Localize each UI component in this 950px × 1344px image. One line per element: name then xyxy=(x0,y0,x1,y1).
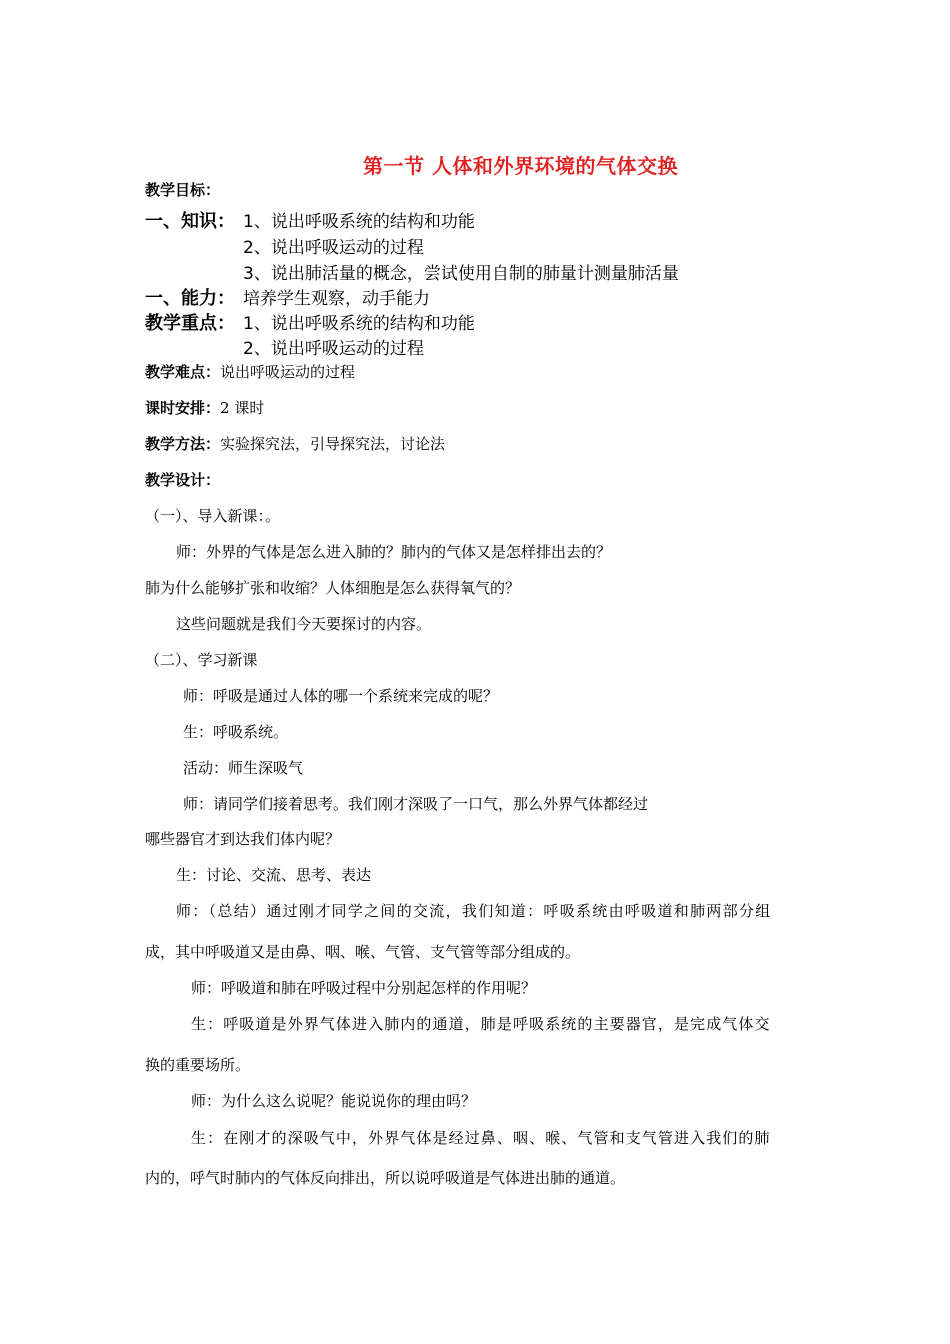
schedule-line xyxy=(145,398,264,418)
methods-text: 实验探究法，引导探究法，讨论法 xyxy=(220,435,446,453)
dialogue-line: 活动：师生深吸气 xyxy=(183,759,304,777)
knowledge-label: 一、知识： xyxy=(145,211,235,232)
dialogue-line: 换的重要场所。 xyxy=(145,1056,251,1074)
section-heading: （二）、学习新课 xyxy=(145,651,258,669)
dialogue-line: 内的，呼气时肺内的气体反向排出，所以说呼吸道是气体进出肺的通道。 xyxy=(145,1169,626,1187)
methods-label: 教学方法： xyxy=(145,435,221,453)
ability-label: 一、能力： xyxy=(145,288,235,309)
section-heading: （一）、导入新课：。 xyxy=(145,507,281,525)
paragraph: 师：外界的气体是怎么进入肺的？肺内的气体又是怎样排出去的？ xyxy=(176,543,612,561)
knowledge-item: 3、说出肺活量的概念，尝试使用自制的肺量计测量肺活量 xyxy=(243,264,679,284)
schedule-label: 课时安排： xyxy=(145,399,221,417)
paragraph: 这些问题就是我们今天要探讨的内容。 xyxy=(176,615,432,633)
difficulty-line xyxy=(145,362,355,382)
dialogue-line: 师：为什么这么说呢？能说说你的理由吗？ xyxy=(191,1092,477,1110)
dialogue-line: 师：（总结）通过刚才同学之间的交流，我们知道：呼吸系统由呼吸道和肺两部分组 xyxy=(176,902,772,920)
paragraph: 肺为什么能够扩张和收缩？人体细胞是怎么获得氧气的？ xyxy=(145,579,521,597)
schedule-text: 2 课时 xyxy=(220,399,265,417)
dialogue-line: 哪些器官才到达我们体内呢？ xyxy=(145,830,341,848)
objectives-heading: 教学目标： xyxy=(145,181,221,199)
key-points-label: 教学重点： xyxy=(145,313,235,334)
dialogue-line: 生：讨论、交流、思考、表达 xyxy=(176,866,372,884)
dialogue-line: 生：在刚才的深吸气中，外界气体是经过鼻、咽、喉、气管和支气管进入我们的肺 xyxy=(191,1129,771,1147)
dialogue-line: 师：请同学们接着思考。我们刚才深吸了一口气，那么外界气体都经过 xyxy=(183,795,649,813)
page-title: 第一节 人体和外界环境的气体交换 xyxy=(363,154,678,178)
dialogue-line: 师：呼吸道和肺在呼吸过程中分别起怎样的作用呢？ xyxy=(191,979,537,997)
dialogue-line: 生：呼吸系统。 xyxy=(183,723,289,741)
key-point-item: 2、说出呼吸运动的过程 xyxy=(243,339,424,359)
dialogue-line: 成，其中呼吸道又是由鼻、咽、喉、气管、支气管等部分组成的。 xyxy=(145,943,581,961)
key-point-item: 1、说出呼吸系统的结构和功能 xyxy=(243,314,475,334)
dialogue-line: 师：呼吸是通过人体的哪一个系统来完成的呢？ xyxy=(183,687,499,705)
dialogue-line: 生：呼吸道是外界气体进入肺内的通道，肺是呼吸系统的主要器官，是完成气体交 xyxy=(191,1015,771,1033)
difficulty-label: 教学难点： xyxy=(145,363,221,381)
knowledge-item: 2、说出呼吸运动的过程 xyxy=(243,238,424,258)
design-heading: 教学设计： xyxy=(145,471,221,489)
ability-text: 培养学生观察，动手能力 xyxy=(243,289,430,309)
knowledge-item: 1、说出呼吸系统的结构和功能 xyxy=(243,212,475,232)
methods-line xyxy=(145,434,445,454)
difficulty-text: 说出呼吸运动的过程 xyxy=(220,363,356,381)
